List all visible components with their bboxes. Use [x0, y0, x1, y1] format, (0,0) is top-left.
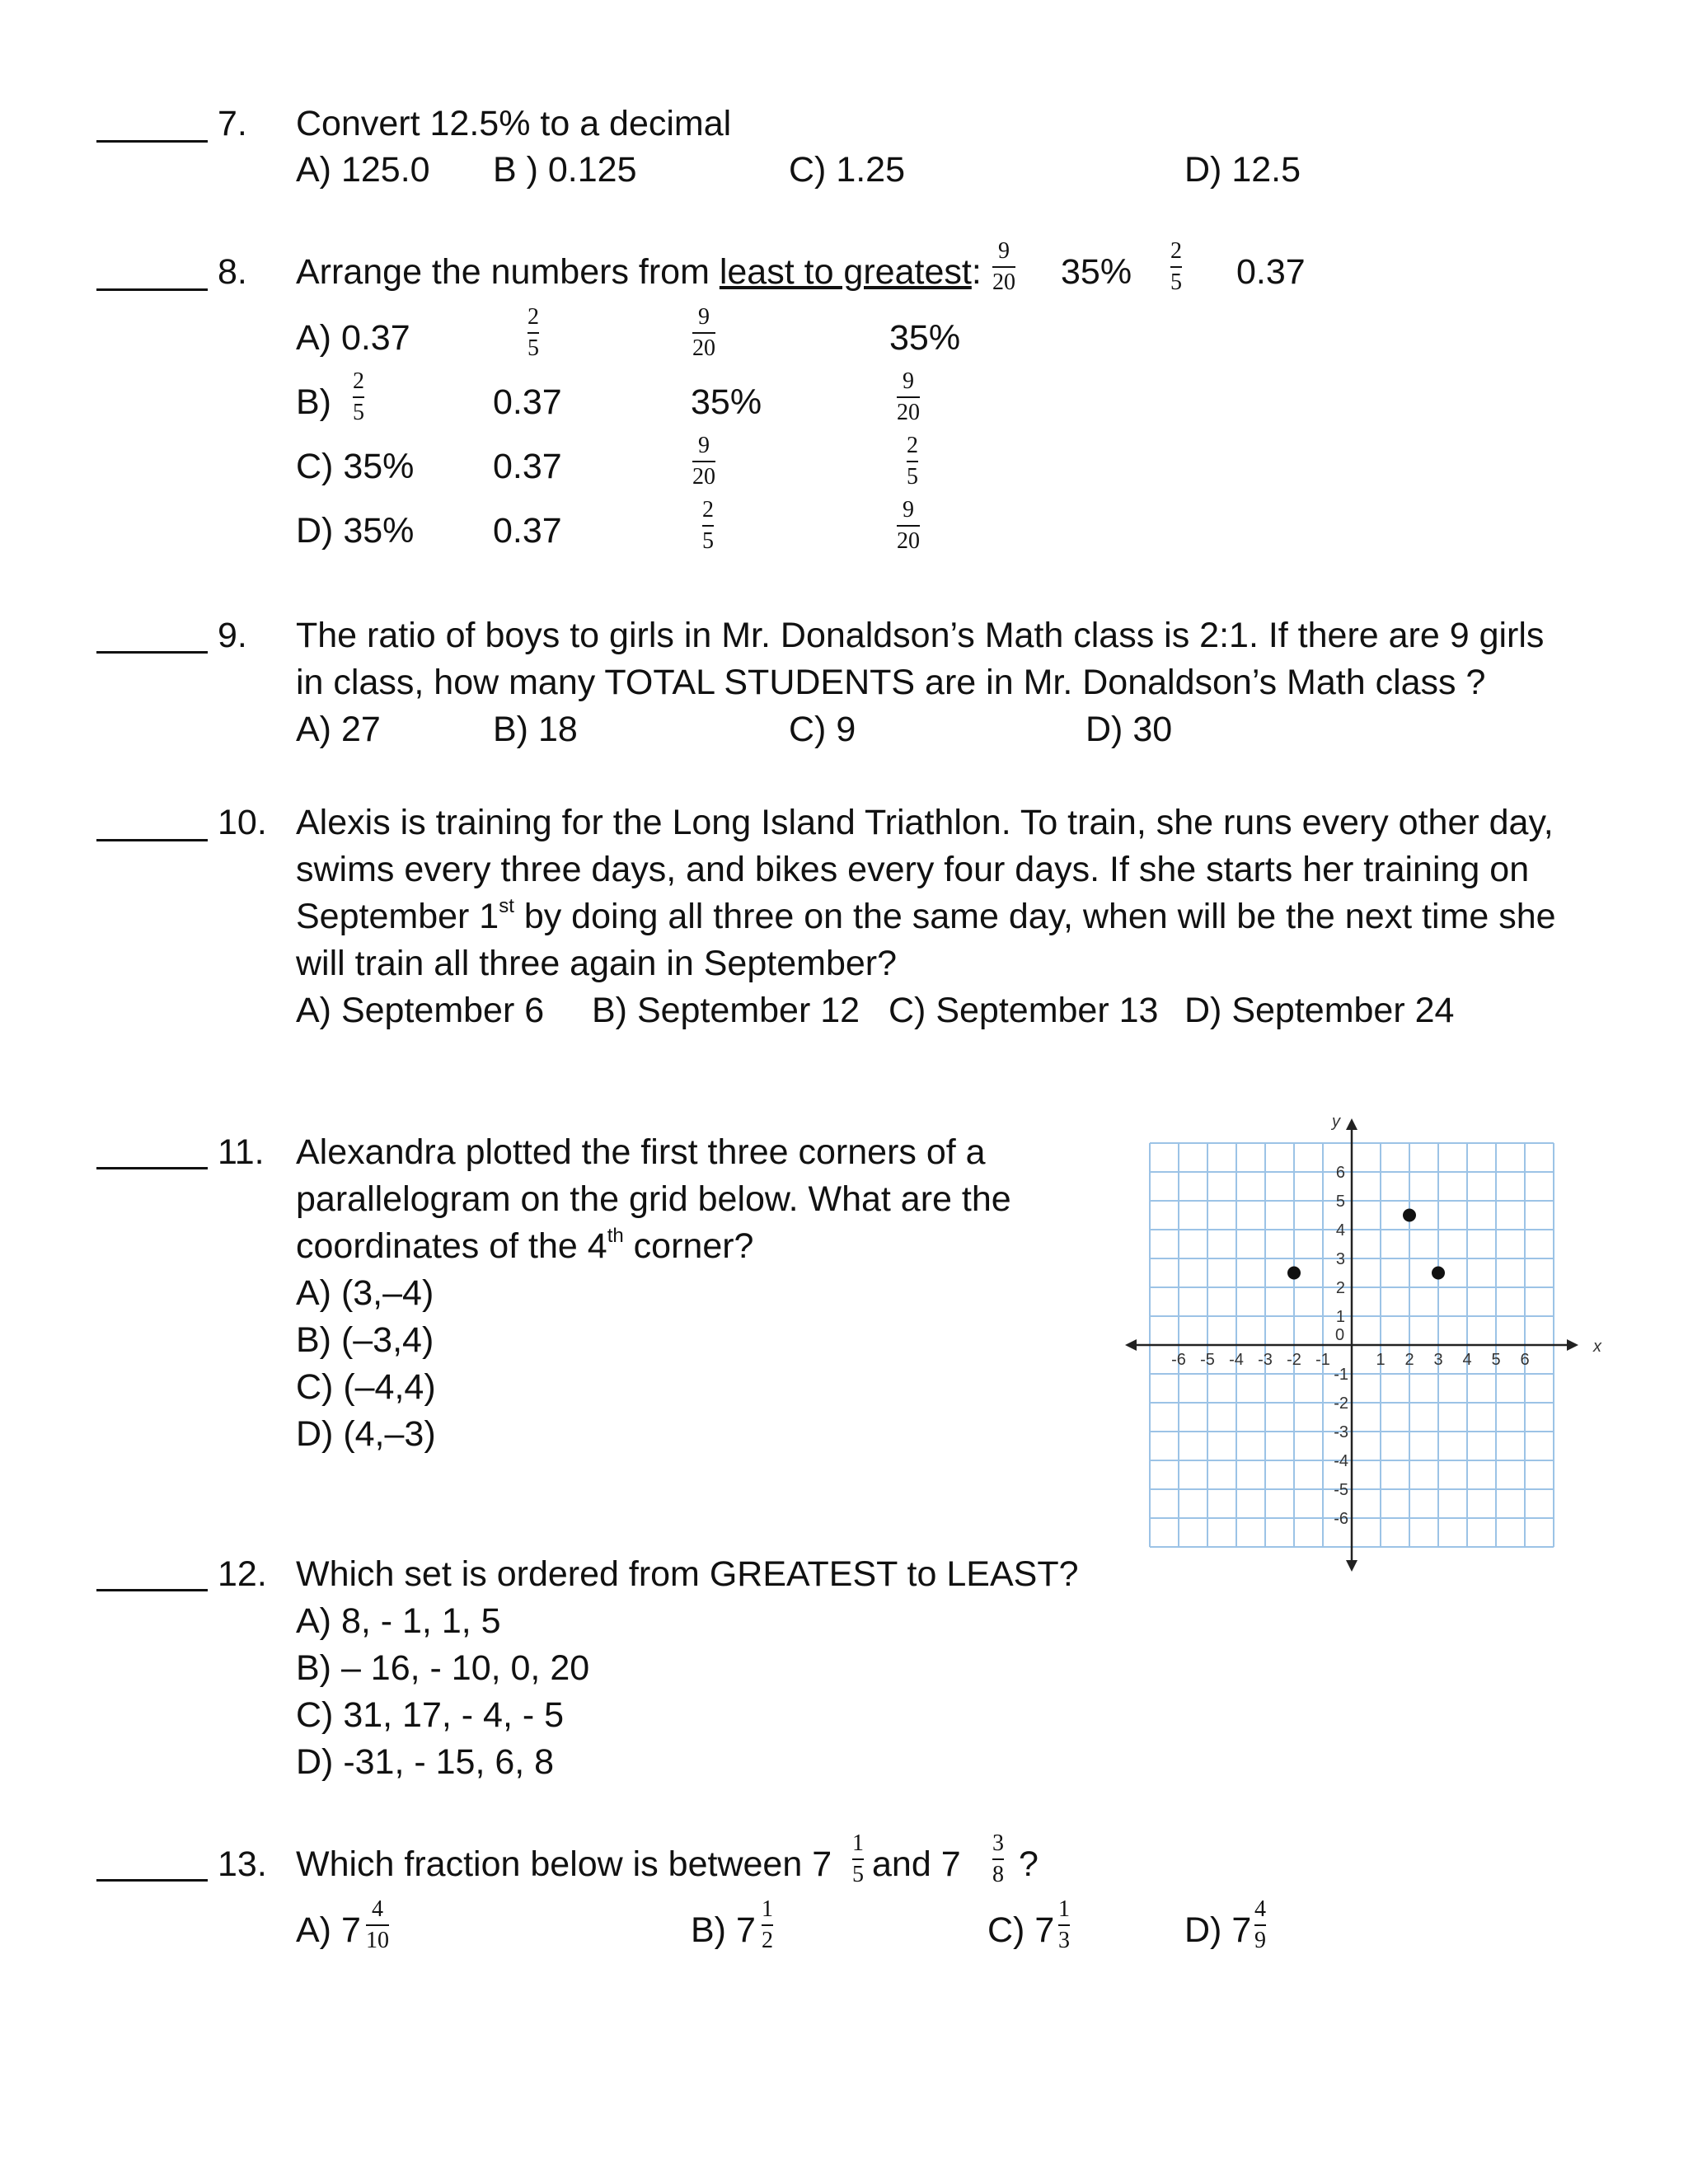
q8-list-decimal: 0.37	[1236, 252, 1306, 292]
q11-line-3-pre: coordinates of the 4	[296, 1226, 607, 1266]
q9-choice-d: D) 30	[1085, 710, 1173, 749]
q10-number: 10.	[218, 803, 267, 842]
q13-c-fraction: 1 3	[1058, 1896, 1070, 1953]
q13-a-fraction: 4 10	[366, 1896, 389, 1953]
answer-blank-9[interactable]	[96, 651, 208, 654]
q11-line-3	[296, 1225, 753, 1268]
q8-c-fraction-2-5: 2 5	[907, 433, 918, 490]
q9-line-2: in class, how many TOTAL STUDENTS are in Mr. Donaldson’s Math class ?	[296, 663, 1486, 702]
q7-text: Convert 12.5% to a decimal	[296, 104, 732, 143]
y-tick-label: 2	[1335, 1279, 1345, 1297]
y-tick-label: 6	[1335, 1164, 1345, 1182]
q8-a-percent: 35%	[889, 318, 961, 358]
q12-choice-c: C) 31, 17, - 4, - 5	[296, 1695, 565, 1735]
x-tick-label: -4	[1229, 1351, 1244, 1369]
q8-prompt-colon: :	[971, 252, 982, 292]
q13-prompt-post: ?	[1019, 1844, 1039, 1884]
q11-choice-d: D) (4,–3)	[296, 1414, 436, 1454]
q13-d-fraction: 4 9	[1254, 1896, 1266, 1953]
q8-a-fraction-2-5: 2 5	[528, 304, 539, 361]
q8-prompt	[296, 251, 982, 293]
q7-choice-b: B ) 0.125	[493, 150, 637, 190]
q8-d-fraction-2-5: 2 5	[702, 497, 714, 554]
q13-prompt-mid: and 7	[872, 1844, 961, 1884]
answer-blank-8[interactable]	[96, 288, 208, 291]
q10-line-1: Alexis is training for the Long Island Triathlon. To train, she runs every other day,	[296, 803, 1554, 842]
q8-c-decimal: 0.37	[493, 447, 562, 486]
q11-line-2: parallelogram on the grid below. What are the	[296, 1179, 1011, 1219]
origin-label: 0	[1335, 1326, 1345, 1344]
answer-blank-7[interactable]	[96, 140, 208, 143]
q8-d-fraction-9-20: 9 20	[897, 497, 920, 554]
x-tick-label: -3	[1258, 1351, 1273, 1369]
q8-list-fraction-9-20: 9 20	[992, 238, 1015, 295]
q13-choice-b-label: B) 7	[691, 1910, 756, 1950]
q7-choice-d: D) 12.5	[1184, 150, 1301, 190]
x-tick-label: 6	[1520, 1351, 1530, 1369]
q13-fraction-1-5: 1 5	[852, 1830, 864, 1887]
coordinate-grid	[1121, 1096, 1601, 1574]
x-axis-arrow-right	[1567, 1339, 1578, 1351]
q12-choice-a: A) 8, - 1, 1, 5	[296, 1601, 501, 1641]
x-tick-label: -2	[1287, 1351, 1301, 1369]
q12-choice-d: D) -31, - 15, 6, 8	[296, 1742, 555, 1782]
q8-list-percent: 35%	[1061, 252, 1132, 292]
x-tick-label: 2	[1404, 1351, 1414, 1369]
q11-line-3-sup: th	[607, 1224, 624, 1247]
q10-choice-b: B) September 12	[592, 991, 860, 1030]
q11-number: 11.	[218, 1132, 265, 1172]
q10-choice-d: D) September 24	[1184, 991, 1455, 1030]
plotted-point	[1432, 1267, 1445, 1280]
y-axis-label: y	[1332, 1113, 1340, 1131]
q12-choice-b: B) – 16, - 10, 0, 20	[296, 1648, 590, 1688]
q10-line-3-post: by doing all three on the same day, when will be the next time she	[513, 897, 1556, 936]
q8-b-decimal: 0.37	[493, 382, 562, 422]
x-tick-label: 5	[1491, 1351, 1501, 1369]
y-tick-label: 3	[1335, 1250, 1345, 1268]
q7-number: 7.	[218, 104, 247, 143]
x-tick-label: -6	[1171, 1351, 1186, 1369]
y-tick-label: 4	[1335, 1221, 1345, 1240]
x-tick-label: -1	[1315, 1351, 1330, 1369]
q8-b-percent: 35%	[691, 382, 762, 422]
q9-choice-c: C) 9	[789, 710, 856, 749]
q13-b-fraction: 1 2	[762, 1896, 773, 1953]
y-tick-label: -1	[1334, 1366, 1348, 1384]
x-tick-label: 4	[1462, 1351, 1472, 1369]
q9-line-1: The ratio of boys to girls in Mr. Donaldson’s Math class is 2:1. If there are 9 girls	[296, 616, 1545, 655]
y-tick-label: -5	[1334, 1481, 1348, 1499]
q8-choice-b-label: B)	[296, 382, 331, 422]
q11-choice-c: C) (–4,4)	[296, 1367, 436, 1407]
q13-choice-c-label: C) 7	[987, 1910, 1055, 1950]
q8-choice-d-label: D) 35%	[296, 511, 415, 551]
q10-line-3-pre: September 1	[296, 897, 499, 936]
q11-choice-a: A) (3,–4)	[296, 1273, 434, 1313]
q10-line-3	[296, 895, 1556, 938]
q9-choice-b: B) 18	[493, 710, 578, 749]
q9-number: 9.	[218, 616, 247, 655]
q7-choice-a: A) 125.0	[296, 150, 430, 190]
y-axis-arrow-down	[1346, 1560, 1357, 1572]
q8-b-fraction-9-20: 9 20	[897, 368, 920, 425]
q8-prompt-underlined: least to greatest	[719, 252, 972, 292]
y-tick-label: 5	[1335, 1193, 1345, 1211]
plotted-point	[1403, 1209, 1416, 1222]
answer-blank-12[interactable]	[96, 1589, 208, 1591]
q8-c-fraction-9-20: 9 20	[692, 433, 715, 490]
q8-d-decimal: 0.37	[493, 511, 562, 551]
plotted-point	[1287, 1267, 1301, 1280]
q13-fraction-3-8: 3 8	[992, 1830, 1004, 1887]
q8-b-fraction-2-5: 2 5	[353, 368, 364, 425]
q10-choice-c: C) September 13	[889, 991, 1159, 1030]
q10-line-3-sup: st	[499, 894, 514, 917]
q8-a-fraction-9-20: 9 20	[692, 304, 715, 361]
y-tick-label: 1	[1335, 1308, 1345, 1326]
y-tick-label: -6	[1334, 1510, 1348, 1528]
q13-number: 13.	[218, 1844, 267, 1884]
q10-choice-a: A) September 6	[296, 991, 545, 1030]
q10-line-4: will train all three again in September?	[296, 944, 898, 983]
q13-prompt-pre: Which fraction below is between 7	[296, 1844, 832, 1884]
q8-choice-a-label: A) 0.37	[296, 318, 410, 358]
q9-choice-a: A) 27	[296, 710, 381, 749]
q11-line-3-post: corner?	[623, 1226, 754, 1266]
q8-choice-c-label: C) 35%	[296, 447, 415, 486]
x-tick-label: -5	[1200, 1351, 1215, 1369]
x-tick-label: 3	[1433, 1351, 1443, 1369]
q8-number: 8.	[218, 252, 247, 292]
answer-blank-11[interactable]	[96, 1167, 208, 1169]
q7-choice-c: C) 1.25	[789, 150, 906, 190]
x-tick-label: 1	[1376, 1351, 1386, 1369]
y-tick-label: -3	[1334, 1423, 1348, 1441]
q13-choice-a-label: A) 7	[296, 1910, 361, 1950]
x-axis-label: x	[1593, 1338, 1601, 1356]
q8-prompt-prefix: Arrange the numbers from	[296, 252, 720, 292]
q12-number: 12.	[218, 1554, 267, 1594]
q8-list-fraction-2-5: 2 5	[1170, 238, 1182, 295]
y-tick-label: -2	[1334, 1394, 1348, 1413]
q10-line-2: swims every three days, and bikes every four days. If she starts her training on	[296, 850, 1530, 889]
answer-blank-13[interactable]	[96, 1879, 208, 1882]
q13-choice-d-label: D) 7	[1184, 1910, 1252, 1950]
q11-choice-b: B) (–3,4)	[296, 1320, 434, 1360]
q12-text: Which set is ordered from GREATEST to LEAST?	[296, 1554, 1079, 1594]
q11-line-1: Alexandra plotted the first three corners of a	[296, 1132, 986, 1172]
answer-blank-10[interactable]	[96, 839, 208, 841]
y-tick-label: -4	[1334, 1452, 1348, 1470]
x-axis-arrow-left	[1125, 1339, 1137, 1351]
y-axis-arrow-up	[1346, 1118, 1357, 1130]
